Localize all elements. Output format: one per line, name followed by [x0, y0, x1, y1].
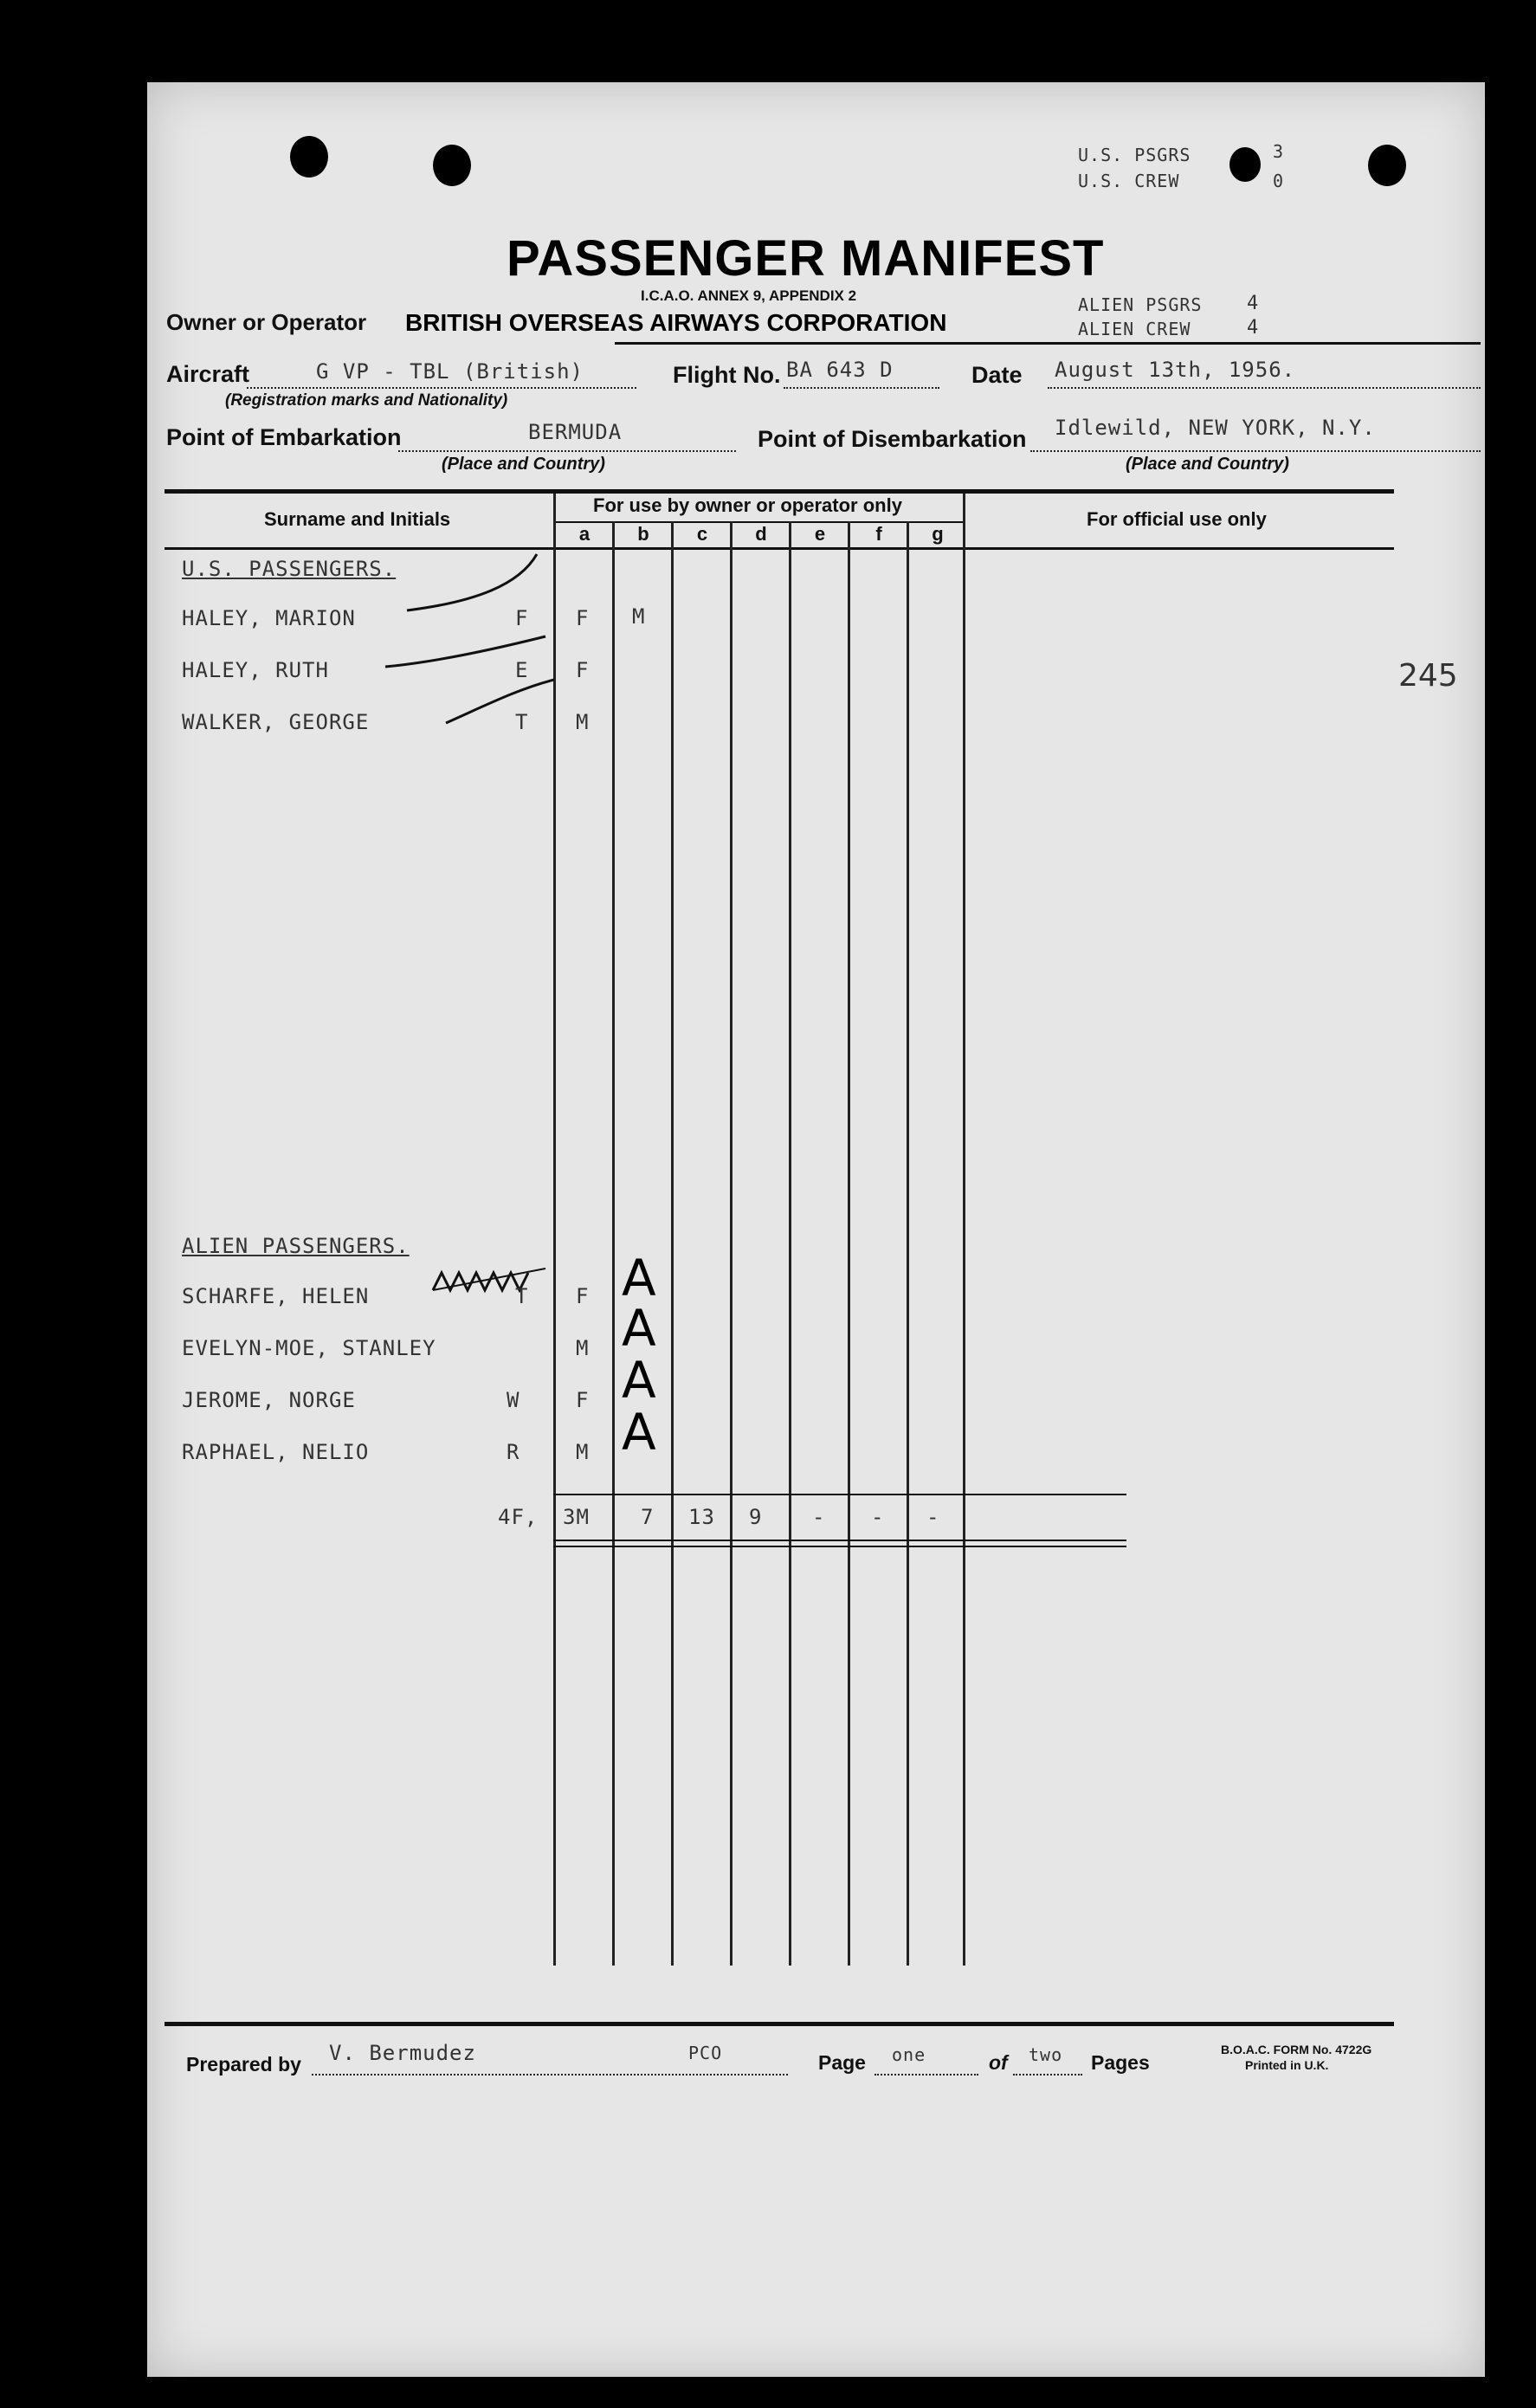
prepared-line [312, 2074, 788, 2076]
alien-psgrs-value: 4 [1247, 293, 1260, 314]
alien-row-3-init: R [507, 1440, 520, 1464]
embark-label: Point of Embarkation [166, 424, 402, 450]
alien-section-heading: ALIEN PASSENGERS. [182, 1234, 410, 1258]
official-use-header: For official use only [1087, 508, 1267, 530]
totals-rule-1 [553, 1540, 1126, 1541]
printed-note: Printed in U.K. [1245, 2058, 1329, 2072]
alien-row-3-name: RAPHAEL, NELIO [182, 1440, 370, 1464]
page-label: Page [818, 2051, 866, 2074]
us-row-0-name: HALEY, MARION [182, 606, 356, 630]
us-row-0-col-a: F [576, 606, 590, 630]
flight-label: Flight No. [673, 362, 781, 388]
prepared-role: PCO [688, 2043, 723, 2063]
disembark-value: Idlewild, NEW YORK, N.Y. [1055, 416, 1376, 440]
col-g-header: g [932, 523, 944, 545]
col-a-header: a [578, 523, 591, 545]
us-row-1-col-a: F [576, 658, 590, 682]
page-title: PASSENGER MANIFEST [507, 230, 1105, 287]
alien-row-2-col-a: F [576, 1388, 590, 1412]
col-f-header: f [875, 523, 882, 545]
totals-top-rule [553, 1494, 1126, 1495]
us-row-2-name: WALKER, GEORGE [182, 710, 370, 734]
totals-label: 4F, [498, 1505, 539, 1529]
aircraft-note: (Registration marks and Nationality) [225, 391, 508, 410]
pen-scribble-line [433, 1269, 545, 1290]
us-psgrs-label: U.S. PSGRS [1078, 145, 1191, 165]
totals-col-b: 7 [641, 1505, 655, 1529]
pen-stroke-2 [446, 680, 554, 723]
aircraft-value: G VP - TBL (British) [316, 359, 584, 384]
alien-row-3-col-a: M [576, 1440, 590, 1464]
totals-col-g: - [926, 1505, 940, 1529]
prepared-label: Prepared by [186, 2053, 301, 2076]
col-d-header: d [755, 523, 767, 545]
page-value: one [892, 2044, 926, 2065]
of-value: two [1029, 2044, 1063, 2065]
of-label: of [989, 2051, 1008, 2074]
owner-use-header: For use by owner or operator only [593, 494, 902, 516]
us-row-1-name: HALEY, RUTH [182, 658, 329, 682]
us-psgrs-value: 3 [1273, 141, 1285, 162]
totals-rule-2 [553, 1546, 1126, 1547]
us-row-0-col-b: M [632, 604, 646, 629]
totals-col-c: 13 [688, 1505, 715, 1529]
date-value: August 13th, 1956. [1055, 358, 1296, 382]
alien-row-2-col-b: A [622, 1351, 656, 1410]
embark-note: (Place and Country) [442, 455, 605, 474]
alien-row-0-col-b: A [622, 1249, 656, 1307]
col-b-header: b [637, 523, 649, 545]
table-bottom-rule [165, 2022, 1394, 2026]
alien-row-0-col-a: F [576, 1284, 590, 1308]
owner-value: BRITISH OVERSEAS AIRWAYS CORPORATION [405, 309, 947, 336]
pen-stroke-0 [407, 554, 537, 610]
prepared-value: V. Bermudez [329, 2041, 476, 2065]
totals-col-f: - [871, 1505, 885, 1529]
manifest-paper [147, 82, 1485, 2377]
pages-label: Pages [1091, 2051, 1150, 2074]
of-line [1013, 2074, 1082, 2076]
alien-row-3-col-b: A [622, 1403, 656, 1462]
us-row-0-init: F [515, 606, 529, 630]
form-number: B.O.A.C. FORM No. 4722G [1221, 2043, 1372, 2056]
alien-row-1-col-b: A [622, 1299, 656, 1358]
totals-col-e: - [812, 1505, 826, 1529]
date-label: Date [971, 362, 1023, 388]
alien-psgrs-label: ALIEN PSGRS [1078, 294, 1203, 315]
page-line [874, 2074, 978, 2076]
alien-row-1-col-a: M [576, 1336, 590, 1360]
us-row-2-init: T [515, 710, 529, 734]
alien-row-2-init: W [507, 1388, 520, 1412]
page-subtitle: I.C.A.O. ANNEX 9, APPENDIX 2 [641, 287, 857, 304]
margin-number: 245 [1398, 658, 1458, 694]
us-crew-value: 0 [1273, 171, 1285, 191]
aircraft-label: Aircraft [166, 361, 250, 387]
col-e-header: e [814, 523, 826, 545]
pen-strokes [147, 82, 1485, 2377]
us-row-2-col-a: M [576, 710, 590, 734]
col-c-header: c [696, 523, 708, 545]
disembark-note: (Place and Country) [1126, 455, 1289, 474]
surname-header: Surname and Initials [264, 508, 451, 530]
owner-label: Owner or Operator [166, 309, 367, 335]
alien-crew-value: 4 [1247, 317, 1260, 339]
us-row-1-init: E [515, 658, 529, 682]
alien-row-1-name: EVELYN-MOE, STANLEY [182, 1336, 436, 1360]
embark-value: BERMUDA [528, 420, 623, 444]
totals-col-a: 3M [563, 1505, 590, 1529]
us-section-heading: U.S. PASSENGERS. [182, 557, 397, 581]
totals-col-d: 9 [749, 1505, 763, 1529]
alien-row-2-name: JEROME, NORGE [182, 1388, 356, 1412]
disembark-label: Point of Disembarkation [758, 426, 1027, 452]
flight-value: BA 643 D [786, 358, 894, 382]
us-crew-label: U.S. CREW [1078, 171, 1180, 191]
alien-row-0-init: T [515, 1284, 529, 1308]
alien-row-0-name: SCHARFE, HELEN [182, 1284, 370, 1308]
pen-stroke-1 [385, 636, 545, 667]
alien-crew-label: ALIEN CREW [1078, 319, 1191, 339]
